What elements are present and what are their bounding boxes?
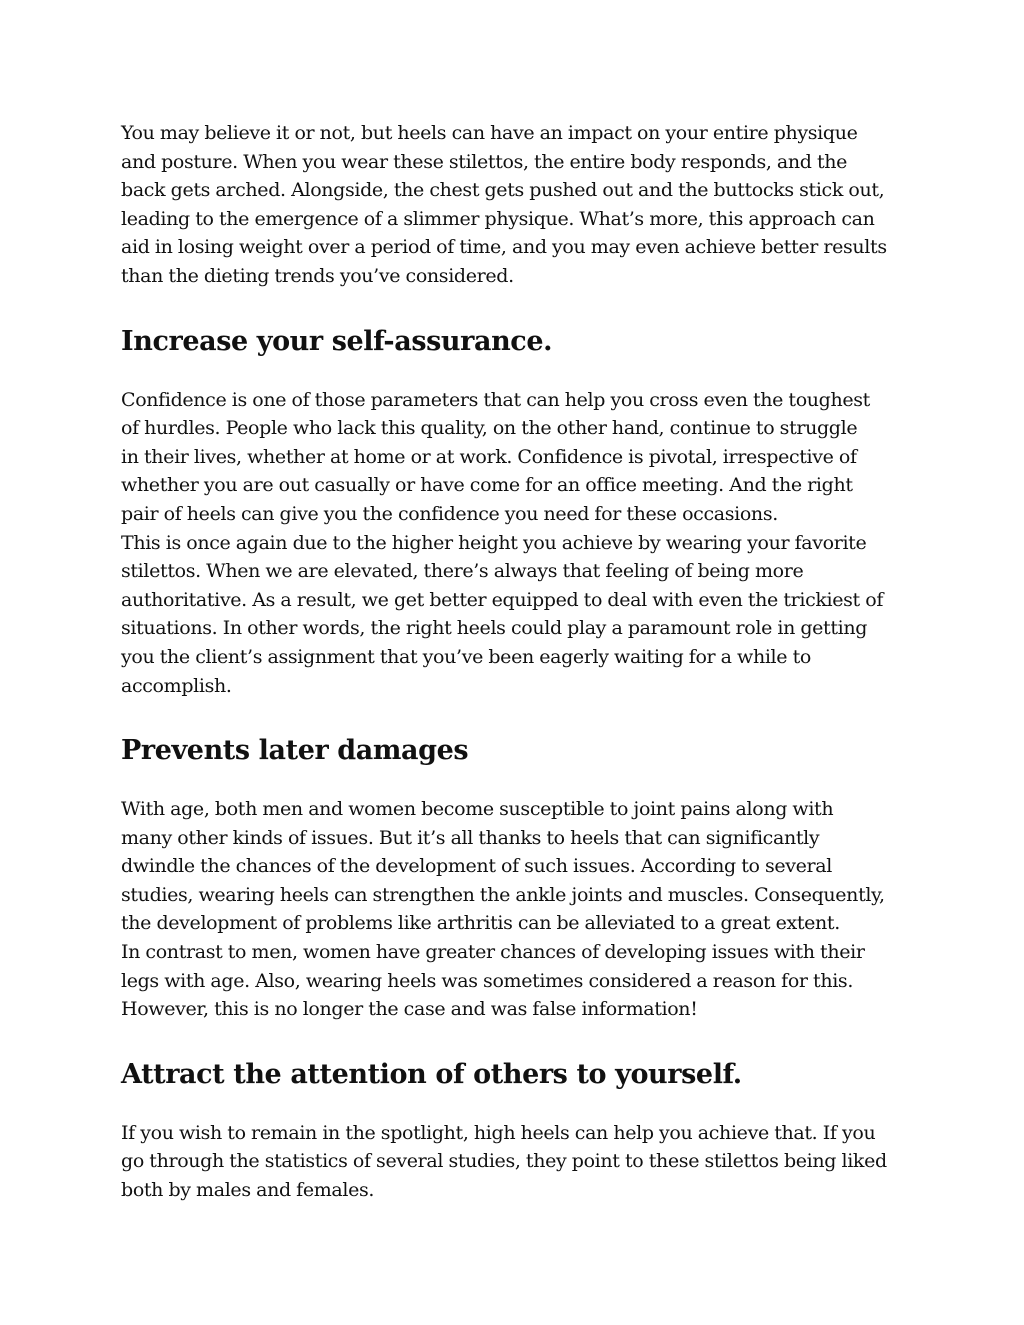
text-line: In contrast to men, women have greater chances of developing issues with their	[121, 941, 865, 964]
text-line: dwindle the chances of the development of such issues. According to several	[121, 855, 832, 878]
text-line: and posture. When you wear these stilettos, the entire body responds, and the	[121, 150, 848, 173]
text-line: You may believe it or not, but heels can have an impact on your entire physique	[121, 122, 858, 144]
text-line: situations. In other words, the right heels could play a paramount role in getting	[121, 617, 868, 640]
section-heading: Prevents later damages	[121, 735, 469, 767]
section-heading: Increase your self-assurance.	[121, 325, 553, 357]
section-paragraph	[121, 386, 921, 701]
text-line: authoritative. As a result, we get better equipped to deal with even the trickiest of	[121, 588, 884, 611]
text-line: pair of heels can give you the confidence you need for these occasions.	[121, 502, 778, 525]
text-line: However, this is no longer the case and was false information!	[121, 998, 698, 1021]
text-line: With age, both men and women become susceptible to joint pains along with	[121, 798, 834, 821]
text-line: If you wish to remain in the spotlight, high heels can help you achieve that. If you	[121, 1121, 876, 1144]
text-line: Confidence is one of those parameters that can help you cross even the toughest	[121, 388, 870, 411]
text-line: the development of problems like arthritis can be alleviated to a great extent.	[121, 912, 840, 935]
section-heading: Attract the attention of others to yourself.	[121, 1058, 742, 1090]
text-line: whether you are out casually or have come for an office meeting. And the right	[121, 474, 853, 497]
text-line: back gets arched. Alongside, the chest gets pushed out and the buttocks stick out,	[121, 179, 885, 202]
text-line: go through the statistics of several studies, they point to these stilettos being liked	[121, 1150, 887, 1173]
section-paragraph	[121, 795, 921, 1024]
text-line: both by males and females.	[121, 1179, 375, 1202]
text-line: aid in losing weight over a period of time, and you may even achieve better results	[121, 236, 887, 259]
text-line: leading to the emergence of a slimmer physique. What’s more, this approach can	[121, 207, 875, 230]
intro-paragraph	[121, 119, 921, 291]
text-line: studies, wearing heels can strengthen the ankle joints and muscles. Consequently,	[121, 883, 885, 906]
text-line: accomplish.	[121, 674, 232, 697]
text-line: than the dieting trends you’ve considered.	[121, 264, 514, 287]
text-line: in their lives, whether at home or at work. Confidence is pivotal, irrespective of	[121, 445, 857, 468]
text-line: This is once again due to the higher height you achieve by wearing your favorite	[121, 531, 867, 554]
text-line: legs with age. Also, wearing heels was sometimes considered a reason for this.	[121, 969, 854, 992]
text-line: many other kinds of issues. But it’s all thanks to heels that can significantly	[121, 826, 820, 849]
text-line: stilettos. When we are elevated, there’s always that feeling of being more	[121, 560, 804, 583]
document-page	[121, 119, 921, 1205]
text-line: of hurdles. People who lack this quality, on the other hand, continue to struggle	[121, 417, 858, 440]
text-line: you the client’s assignment that you’ve been eagerly waiting for a while to	[121, 645, 811, 668]
section-paragraph	[121, 1119, 921, 1205]
